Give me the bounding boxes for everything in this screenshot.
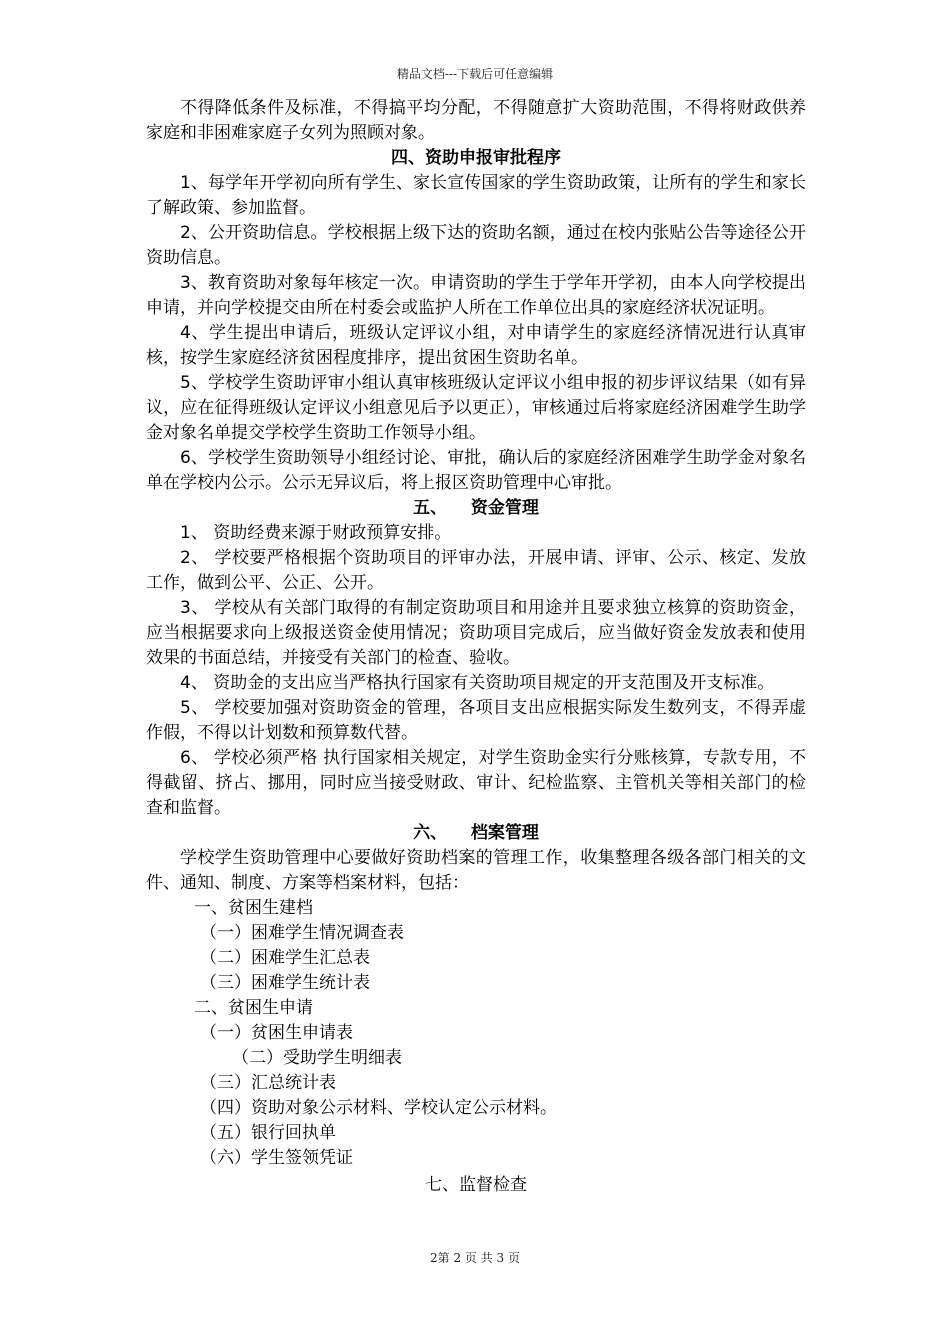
list-item: （二）受助学生明细表 [232,1048,402,1068]
list-item: （三）汇总统计表 [200,1073,336,1093]
paragraph: 6、学校学生资助领导小组经讨论、审批，确认后的家庭经济困难学生助学金对象名单在学校内公示。公示无异议后，将上报区资助管理中心审批。 [146,448,806,493]
list-item: （一）贫困生申请表 [200,1023,353,1043]
list-item: （四）资助对象公示材料、学校认定公示材料。 [200,1098,557,1118]
document-body [146,96,806,1198]
page-header: 精品文档---下载后可任意编辑 [396,67,554,81]
list-item: （六）学生签领凭证 [200,1148,353,1168]
paragraph: 5、 学校要加强对资助资金的管理，各项目支出应根据实际发生数列支，不得弄虚作假，不得以计划数和预算数代替。 [146,698,806,743]
list-heading: 二、贫困生申请 [194,998,313,1018]
paragraph: 2、公开资助信息。学校根据上级下达的资助名额，通过在校内张贴公告等途径公开资助信息。 [146,223,806,268]
paragraph: 4、 资助金的支出应当严格执行国家有关资助项目规定的开支范围及开支标准。 [180,673,775,693]
paragraph: 学校学生资助管理中心要做好资助档案的管理工作，收集整理各级各部门相关的文件、通知、制度、方案等档案材料，包括： [146,848,806,893]
paragraph: 5、学校学生资助评审小组认真审核班级认定评议小组申报的初步评议结果（如有异议，应在征得班级认定评议小组意见后予以更正），审核通过后将家庭经济困难学生助学金对象名单提交学校学生资助工作领导小组。 [146,373,806,443]
list-heading: 一、贫困生建档 [194,898,313,918]
page-footer: 2第 2 页 共 3 页 [430,1251,520,1265]
list-item: （五）银行回执单 [200,1123,336,1143]
paragraph: 6、 学校必须严格 执行国家相关规定，对学生资助金实行分账核算，专款专用，不得截留、挤占、挪用，同时应当接受财政、审计、纪检监察、主管机关等相关部门的检查和监督。 [146,748,806,818]
paragraph: 2、 学校要严格根据个资助项目的评审办法，开展申请、评审、公示、核定、发放工作，做到公平、公正、公开。 [146,548,806,593]
paragraph: 1、 资助经费来源于财政预算安排。 [180,523,452,543]
paragraph: 3、 学校从有关部门取得的有制定资助项目和用途并且要求独立核算的资助资金，应当根据要求向上级报送资金使用情况；资助项目完成后，应当做好资金发放表和使用效果的书面总结，并接受有关部门的检查、验收。 [146,598,806,668]
section-heading: 六、 档案管理 [413,823,539,843]
section-heading: 七、监督检查 [425,1175,527,1195]
paragraph: 不得降低条件及标准，不得搞平均分配，不得随意扩大资助范围，不得将财政供养家庭和非困难家庭子女列为照顾对象。 [146,98,806,143]
list-item: （二）困难学生汇总表 [200,948,370,968]
list-item: （三）困难学生统计表 [200,973,370,993]
list-item: （一）困难学生情况调查表 [200,923,404,943]
paragraph: 4、学生提出申请后，班级认定评议小组，对申请学生的家庭经济情况进行认真审核，按学生家庭经济贫困程度排序，提出贫困生资助名单。 [146,323,806,368]
section-heading: 五、 资金管理 [413,498,539,518]
section-heading: 四、资助申报审批程序 [391,148,561,168]
paragraph: 1、每学年开学初向所有学生、家长宣传国家的学生资助政策，让所有的学生和家长了解政策、参加监督。 [146,173,806,218]
paragraph: 3、教育资助对象每年核定一次。申请资助的学生于学年开学初，由本人向学校提出申请，并向学校提交由所在村委会或监护人所在工作单位出具的家庭经济状况证明。 [146,273,806,318]
